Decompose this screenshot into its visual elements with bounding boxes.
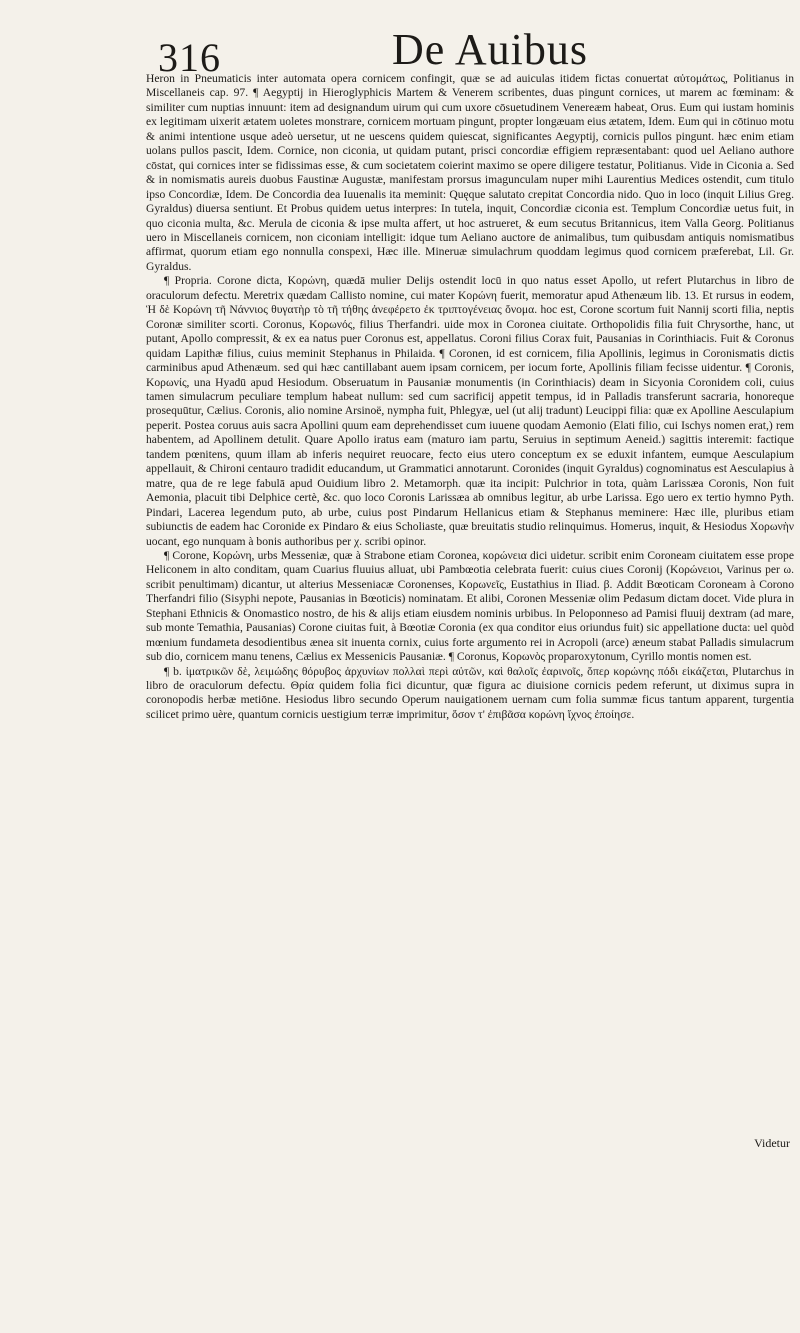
paragraph-b: ¶ b. ἱματρικῶν δὲ, λειμώδης θόρυβος ἀρχυνίων πολλαὶ περὶ αὐτῶν, καὶ θαλοῖς ἐαρινοῖς, ὅπερ κορώνης πόδι εἰκάζεται, Plutarchus in libro de oraculorum defectu. Θρία quidem folia fici dicuntur, quæ figura ac diuisione cornicis pedem referunt, ut diximus supra in coronopodis herbæ metiōne. Hesiodus libro secundo Operum nauigationem uernam cum folia summæ ficus tantum apparent, turgentia scilicet primo uère, quantum cornicis uestigium terræ imprimitur, ὅσον τ' ἐπιβᾶσα κορώνη ἴχνος ἐποίησε. bbox=[146, 664, 794, 721]
page-header bbox=[0, 18, 800, 80]
paragraph-corone-urbs: ¶ Corone, Κορώνη, urbs Messeniæ, quæ à Strabone etiam Coronea, κορώνεια dici uidetur. scribit enim Coroneam ciuitatem esse prope Heliconem in alto conditam, quam Cuarius fluuius alluat, ubi Pambœotia celebrata fuerit: cuius ciues Coronij (Κορώνειοι, Varinus per ω. scribit penultimam) dicantur, ut alterius Messeniacæ Coronenses, Κορωνεῖς, Eustathius in Iliad. β. Addit Bœoticam Coroneam à Corono Therfandri filio (Sisyphi nepote, Pausanias in Bœoticis) nominatam. Et alibi, Coronen Messeniæ olim Pedasum dictam docet. Vide plura in Stephani Ethnicis & Onomastico nostro, de his & alijs etiam eiusdem nominis urbibus. In Peloponneso ad Pamisi fluuij dextram (ad mare, sub monte Temathia, Pausanias) Corone ciuitas fuit, à Bœotiæ Coronia (ex qua conditor eius oriundus fuit) sic appellatione ducta: uel quòd mœnium fundameta desodientibus ænea sit inuenta cornix, cuius forte argumento rei in Acropoli (arce) æneum stabat Palladis simulacrum sub dio, cornicem manu tenens, Cælius ex Messenicis Pausaniæ. ¶ Coronus, Κορωνὸς proparoxytonum, Cyrillo montis nomen est. bbox=[146, 548, 794, 664]
running-title: De Auibus bbox=[392, 25, 588, 74]
catchword: Videtur bbox=[754, 1136, 790, 1150]
paragraph-propria: ¶ Propria. Corone dicta, Κορώνη, quædā mulier Delijs ostendit locū in quo natus esset Apollo, ut refert Plutarchus in libro de oraculorum defectu. Meretrix quædam Callisto nomine, cui mater Κορώνη fuerit, memoratur apud Athenæum lib. 13. Et rursus in eodem, Ἡ δὲ Κορώνη τῆ Νάννιος θυγατὴρ τὸ τῆ τήθης ἀνεφέρετο ἐκ τριπτογένειας ὄνομα. hoc est, Corone scortum fuit Nannij scorti filia, neptis Coronæ similiter scorti. Coronus, Κορωνός, filius Therfandri. uide mox in Coronea ciuitate. Orthopolidis filia fuit Chrysorthe, hanc, ut putant, Apollo compressit, & ex ea natus puer Coronus est, appellatus. Coroni filius Corax fuit, Pausanias in Corinthiacis. Fuit & Coronus quidam Lapithæ filius, cuius meminit Stephanus in Philaida. ¶ Coronen, id est cornicem, filia Apollinis, legimus in Coronismatis dictis carminibus apud Athenæum. sed qui hæc cantillabant auem ipsam cornicem, per iocum forte, Apollinis filiam fecisse uidentur. ¶ Coronis, Κορωνίς, una Hyadū apud Hesiodum. Obseruatum in Pausaniæ monumentis (in Corinthiacis) deam in Sicyonia Coronidem coli, cuius tamen simulacrum peculiare templum habeat nullum: sed cum sacrificij appetit tempus, id in Palladis transferunt sacraria, honoreque prosequūtur, Cælius. Coronis, alio nomine Arsinoë, nympha fuit, Phlegyæ, uel (ut alij tradunt) Leucippi filia: quæ ex Apolline Aesculapium peperit. Postea coruus auis sacra Apollini quum eam deprehendisset cum iuuene quodam Aemonio (Elati filio, cui Ischys nomen erat,) rem habentem, ad Apollinem detulit. Quare Apollo iratus eam (maturo iam partu, Seruius in septimum Aeneid.) sagittis interemit: factique tandem pœnitens, quum illam ab inferis nequiret reuocare, fecto eius utero conceptum ex se eduxit infantem, eumque Aesculapium appellauit, & Chironi centauro tradidit educandum, ut Grammatici annotarunt. Coronides (inquit Gyraldus) cognominatus est Aesculapius à matre, qua de re lege fabulā apud Ouidium libro 2. Metamorph. quæ ita incipit: Pulchrior in tota, quàm Larissæa Coronis, Non fuit Aemonia, placuit tibi Delphice certè, &c. quo loco Coronis Larissæa ab omnibus legitur, ab urbe Larissa. Ego uero ex tertio hymno Pyth. Pindari, Lacerea legendum puto, ab urbe, cuius post Pindarum Hellanicus etiam & Stephanus meminere: Hæc ille, pluribus etiam subiunctis de eadem hac Coronide ex Pindaro & eius Scholiaste, quæ breuitatis studio relinquimus. Homerus, inquit, & Hesiodus Χορωνὴν uocant, ego nunquam à bonis authoribus per χ. scribi opinor. bbox=[146, 274, 794, 548]
paragraph-heron: Heron in Pneumaticis inter automata opera cornicem confingit, quæ se ad auiculas itidem fictas conuertat αὐτομάτως, Politianus in Miscellaneis cap. 97. ¶ Aegyptij in Hieroglyphicis Martem & Venerem scribentes, duas pingunt cornices, ut marem ac fœminam: & similiter cum nuptias innuunt: item ad designandum uirum qui cum uxore cōsuetudinem Venereæm habeat, Orus. Eum qui iustam hominis ex legitimam uixerit ætatem uoletes monstrare, cornicem mortuam pingunt, propter longæuam eius ætatem, Idem. Eum qui in cōtinuo motu & animi intentione usque adeò uersetur, ut ne uescens quidem quiescat, significantes Aegyptij, cornicis pullos pingunt. hæc enim etiam uolans pullos pascit, Idem. Cornice, non ciconia, ut quidam putant, prisci concordiæ effigiem repræsentabant: quod uel Aeliano authore cōstat, qui cornices inter se fidissimas esse, & cum societatem coierint maximo se opere diligere testatur, Politianus. Vide in Ciconia a. Sed & in nomismatis aureis duobus Faustinæ Augustæ, manifestam prorsus imagunculam nuper mihi Laurentius Medices ostendit, cum titulo ipso Concordiæ, Idem. De Concordia dea Iuuenalis ita meminit: Quęque salutato crepitat Concordia nido. Quo in loco (inquit Lilius Greg. Gyraldus) diuersa sentiunt. Et Probus quidem uetus interpres: In tutela, inquit, Concordiæ ciconia est. Templum Concordiæ uetus fuit, in quo ciconia multa, &c. Merula de ciconia & ipse multa affert, ut hoc astrueret, & eum secutus Britannicus, item Valla Georg. Politianus uero in Miscellaneis cornicem, non ciconiam intelligit: idque tum Aeliano auctore de animalibus, tum quibusdam antiquis nomismatibus affirmat, quorum etiam ego nonnulla conspexi, Hæc ille. Mineruæ simulachrum quoddam legimus quod cornicem præferebat, Lil. Gr. Gyraldus. bbox=[146, 72, 794, 273]
body-text bbox=[146, 72, 794, 722]
page-number: 316 bbox=[158, 35, 221, 80]
